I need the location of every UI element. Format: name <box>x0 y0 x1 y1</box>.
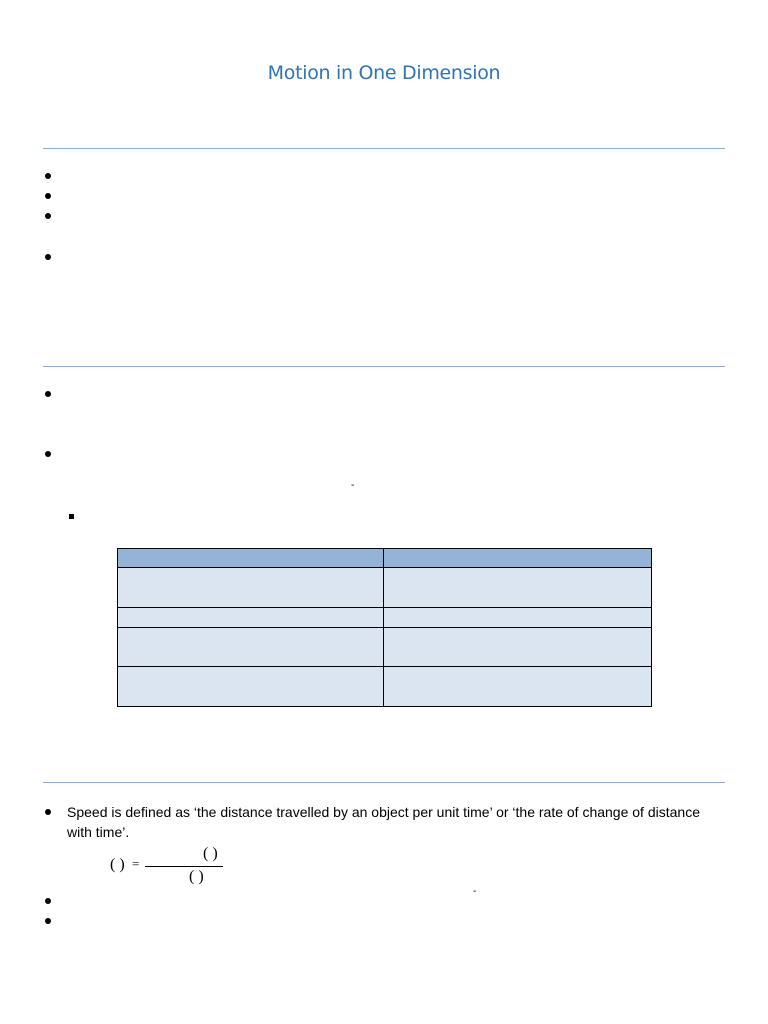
table-header-cell <box>384 549 652 568</box>
table-row <box>118 568 652 608</box>
bullet-point <box>44 808 52 816</box>
bullet-point <box>44 897 52 905</box>
table-cell <box>118 628 384 667</box>
table-cell <box>384 608 652 628</box>
table-row <box>118 667 652 707</box>
table-header-row <box>118 549 652 568</box>
bullet-point <box>44 253 52 261</box>
bullet-point <box>44 390 52 398</box>
bullet-point <box>44 212 52 220</box>
table-cell <box>384 667 652 707</box>
section-divider <box>43 782 725 783</box>
bullet-point <box>44 450 52 458</box>
table-row <box>118 608 652 628</box>
fraction-bar <box>145 866 223 867</box>
table-cell <box>384 568 652 608</box>
table-cell <box>118 667 384 707</box>
formula-denominator: ( ) <box>189 868 204 885</box>
table-cell <box>118 608 384 628</box>
bullet-point <box>44 172 52 180</box>
speed-definition-text: Speed is defined as ‘the distance travelled by an object per unit time’ or ‘the rate of change of distance with time’. <box>67 804 700 840</box>
formula-lhs: ( ) <box>110 856 125 873</box>
section-divider <box>43 148 725 149</box>
table-row <box>118 628 652 667</box>
table-header-cell <box>118 549 384 568</box>
sub-bullet-point <box>69 514 74 519</box>
formula-equals: = <box>132 856 140 871</box>
section-divider <box>43 366 725 367</box>
table-cell <box>118 568 384 608</box>
formula-numerator: ( ) <box>203 845 218 862</box>
bullet-point <box>44 192 52 200</box>
table-cell <box>384 628 652 667</box>
page-title: Motion in One Dimension <box>267 62 501 84</box>
subscript-mark: - <box>473 886 477 897</box>
bullet-point <box>44 917 52 925</box>
data-table <box>117 548 652 707</box>
subscript-mark: - <box>351 480 355 491</box>
